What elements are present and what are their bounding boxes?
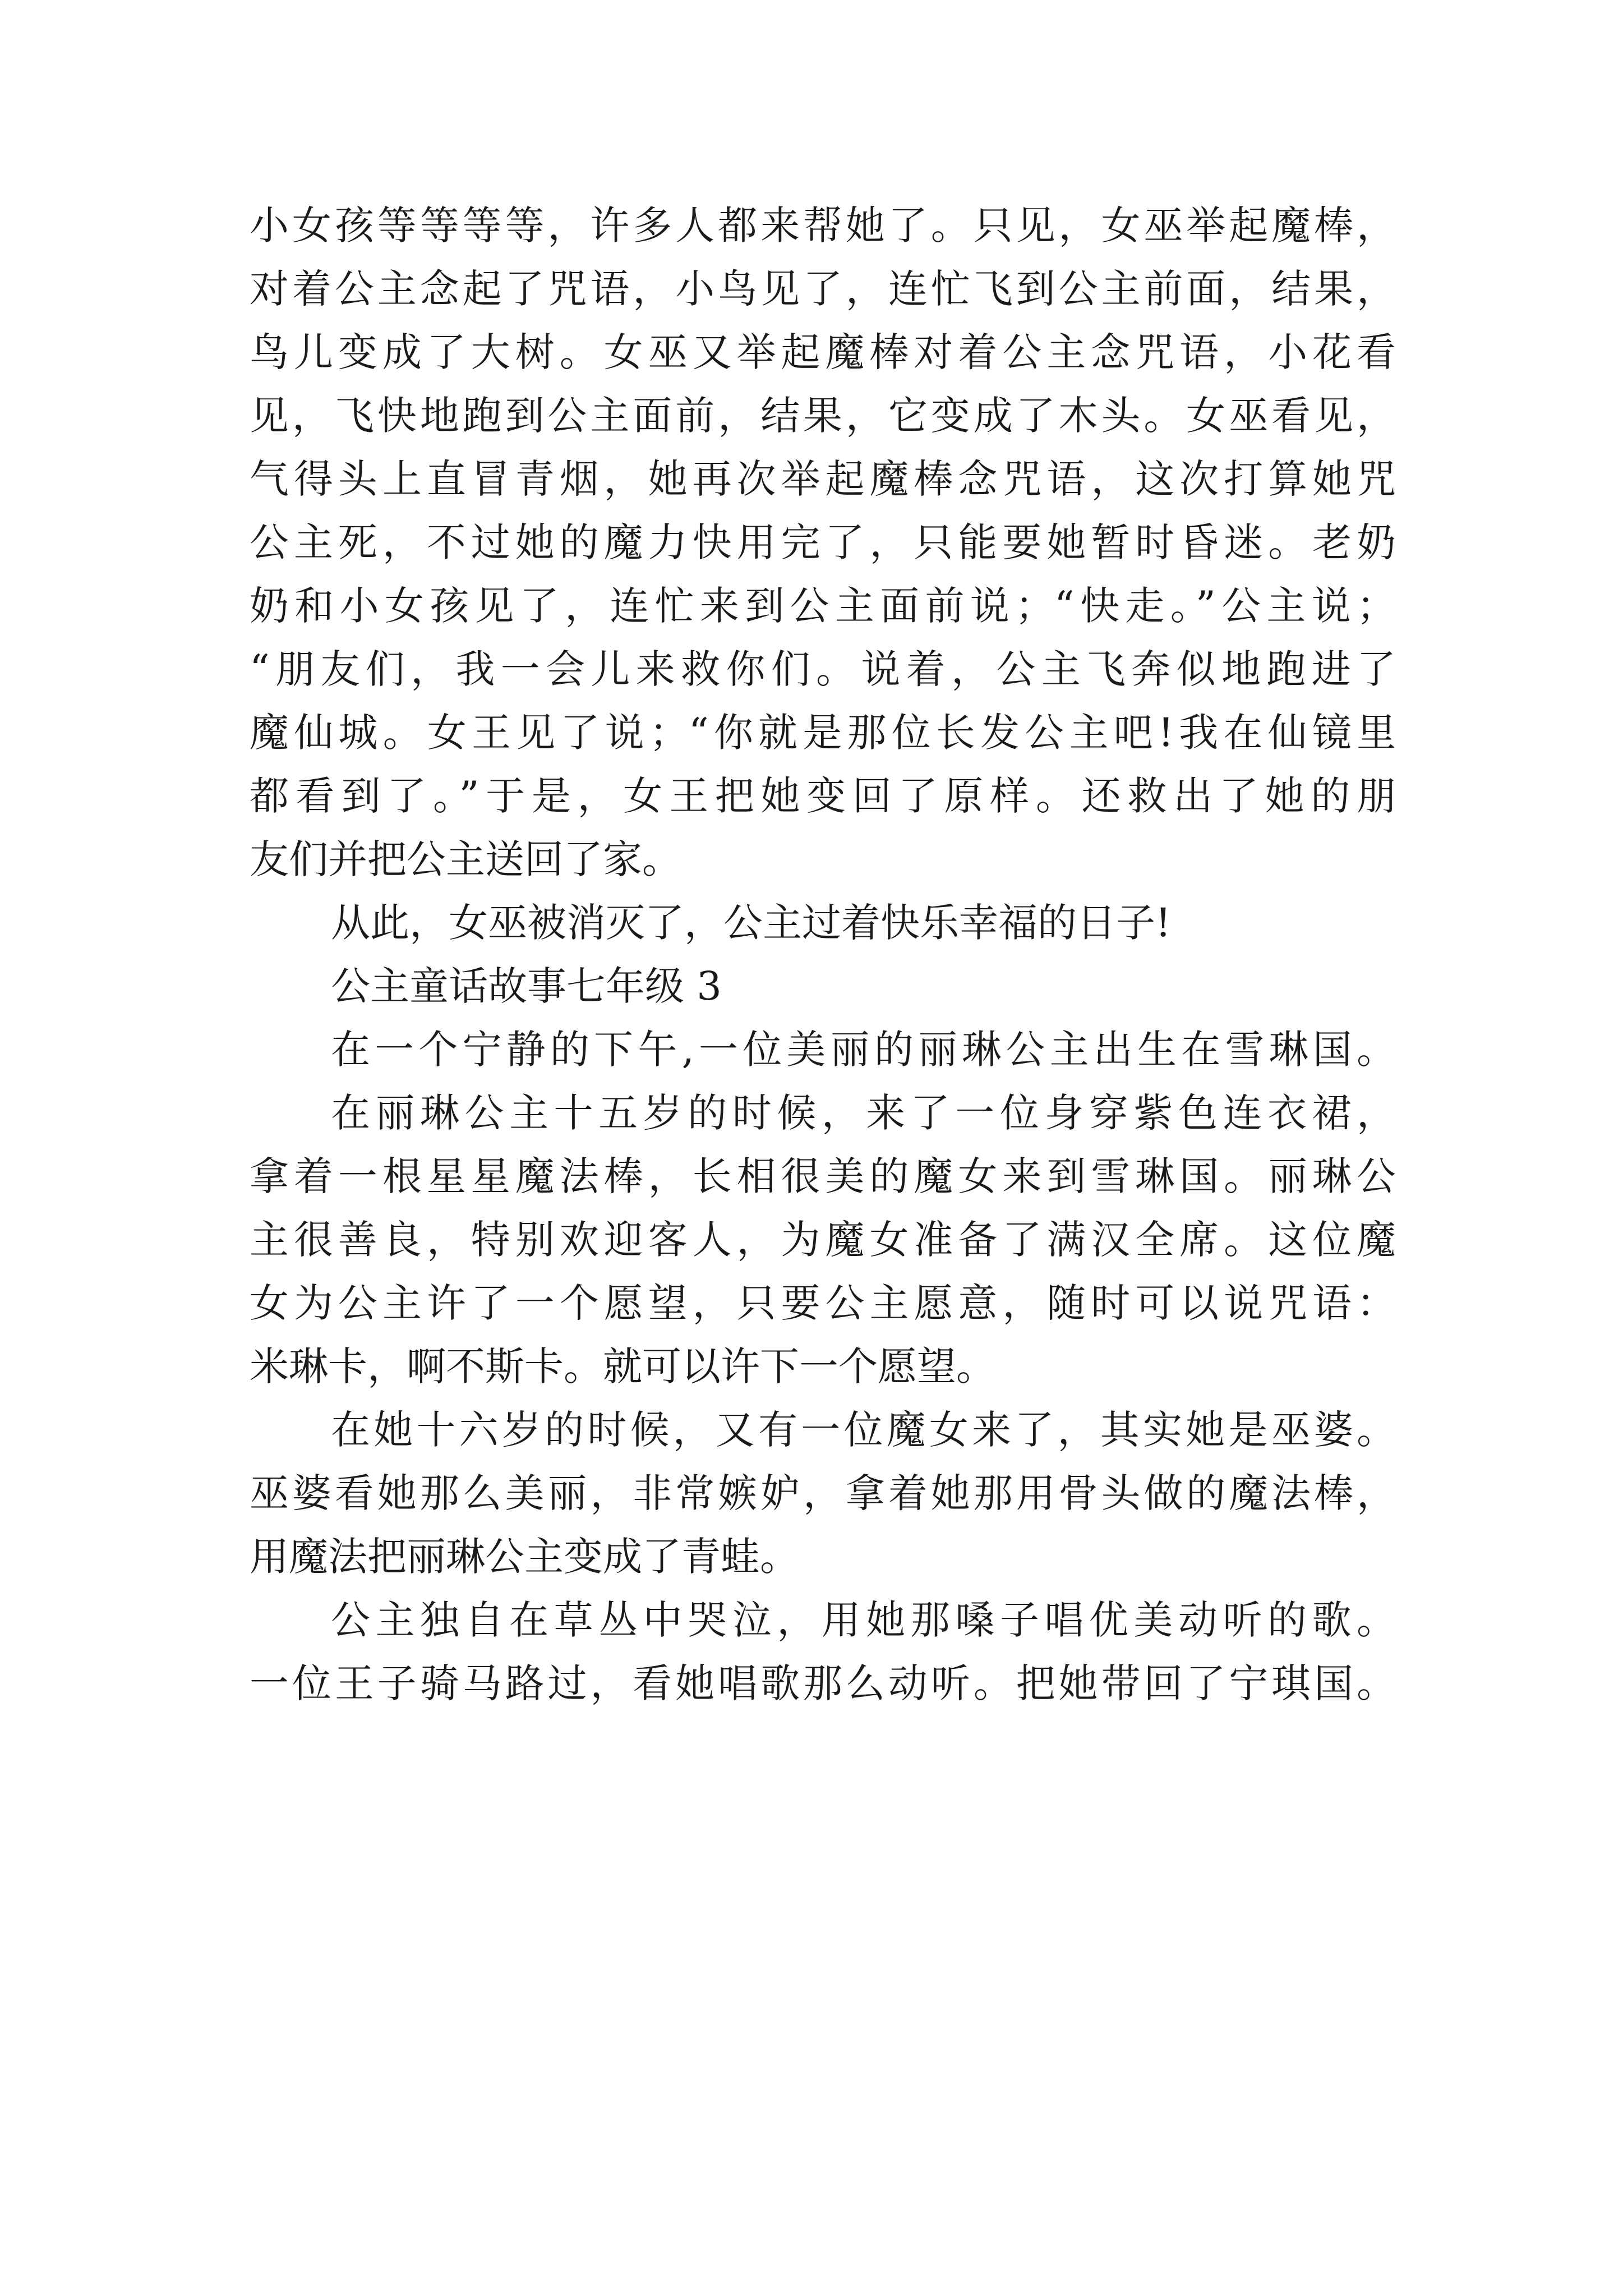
text-line: 在丽琳公主十五岁的时候，来了一位身穿紫色连衣裙， [331, 1090, 1396, 1136]
text-line: 在一个宁静的下午,一位美丽的丽琳公主出生在雪琳国。 [331, 1027, 1396, 1073]
text-line: 公主独自在草丛中哭泣，用她那嗓子唱优美动听的歌。 [331, 1597, 1396, 1643]
text-line: 女为公主许了一个愿望，只要公主愿意，随时可以说咒语： [250, 1280, 1396, 1326]
text-line: 一位王子骑马路过，看她唱歌那么动听。把她带回了宁琪国。 [250, 1660, 1396, 1706]
text-line: 鸟儿变成了大树。女巫又举起魔棒对着公主念咒语，小花看 [250, 329, 1396, 375]
text-line: 从此，女巫被消灭了，公主过着快乐幸福的日子! [331, 900, 1172, 946]
text-line: 在她十六岁的时候，又有一位魔女来了，其实她是巫婆。 [331, 1407, 1396, 1453]
text-line: 魔仙城。女王见了说；“你就是那位长发公主吧!我在仙镜里 [250, 710, 1396, 756]
text-line: 巫婆看她那么美丽，非常嫉妒，拿着她那用骨头做的魔法棒， [250, 1470, 1396, 1516]
text-line: 小女孩等等等等，许多人都来帮她了。只见，女巫举起魔棒， [250, 203, 1396, 249]
text-line: 米琳卡，啊不斯卡。就可以许下一个愿望。 [250, 1343, 995, 1389]
text-line: 见，飞快地跑到公主面前，结果，它变成了木头。女巫看见， [250, 393, 1396, 439]
text-line: 主很善良，特别欢迎客人，为魔女准备了满汉全席。这位魔 [250, 1217, 1396, 1263]
text-line: 友们并把公主送回了家。 [250, 836, 681, 882]
story-text [250, 194, 1396, 1715]
text-line: 都看到了。”于是，女王把她变回了原样。还救出了她的朋 [250, 773, 1396, 819]
text-line: 奶和小女孩见了，连忙来到公主面前说；“快走。”公主说； [250, 583, 1396, 629]
text-line: 气得头上直冒青烟，她再次举起魔棒念咒语，这次打算她咒 [250, 456, 1396, 502]
text-line: “朋友们，我一会儿来救你们。说着，公主飞奔似地跑进了 [250, 646, 1396, 692]
text-line: 用魔法把丽琳公主变成了青蛙。 [250, 1534, 799, 1580]
text-line: 公主童话故事七年级 3 [331, 963, 722, 1009]
text-line: 对着公主念起了咒语，小鸟见了，连忙飞到公主前面，结果， [250, 266, 1396, 312]
text-line: 拿着一根星星魔法棒，长相很美的魔女来到雪琳国。丽琳公 [250, 1153, 1396, 1199]
text-line: 公主死，不过她的魔力快用完了，只能要她暂时昏迷。老奶 [250, 519, 1396, 565]
